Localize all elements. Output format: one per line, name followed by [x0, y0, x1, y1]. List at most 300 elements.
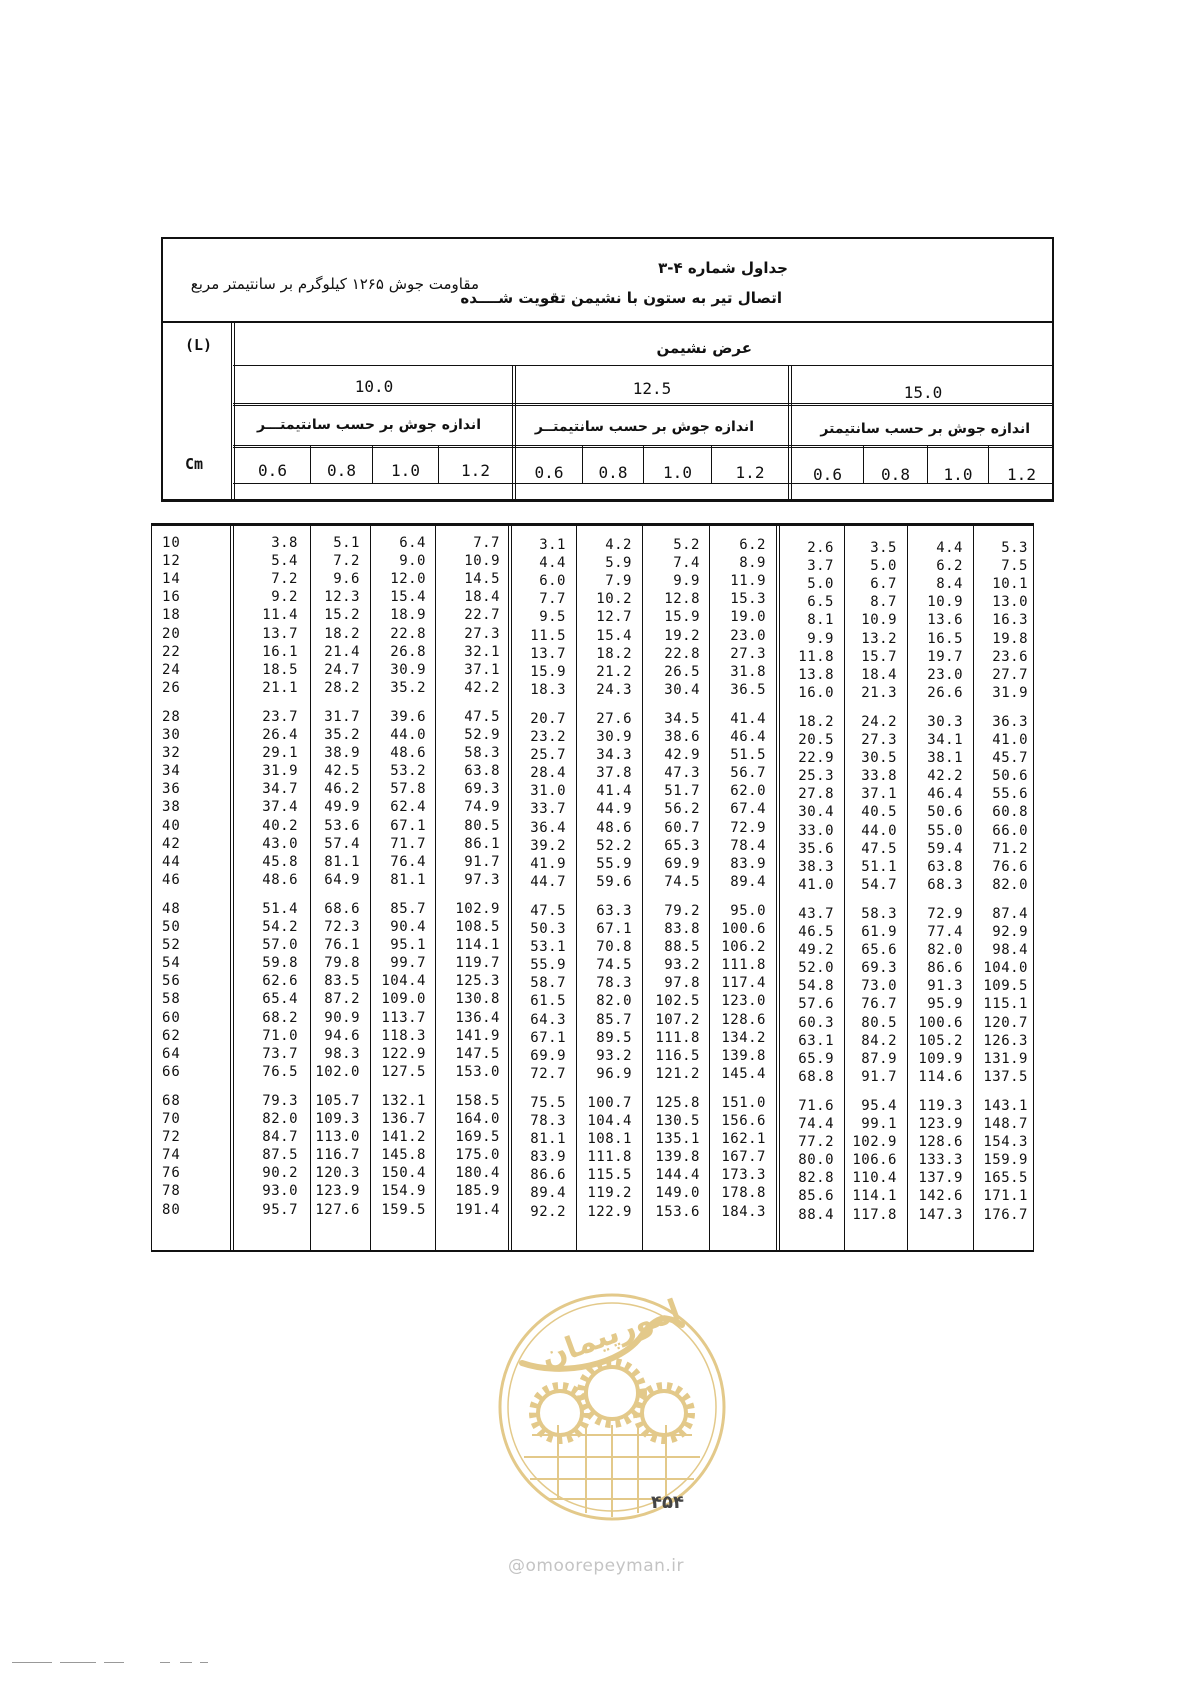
table-cell: 93.0 [262, 1183, 298, 1200]
table-cell: 77.4 [927, 924, 963, 940]
table-cell: 130.8 [455, 991, 500, 1008]
table-cell: 19.2 [664, 627, 700, 644]
seat-width-10: 10.0 [354, 377, 394, 396]
table-cell: 54.8 [798, 978, 834, 995]
table-cell: 7.7 [473, 535, 500, 551]
table-cell: 154.9 [381, 1183, 426, 1200]
table-cell: 56.2 [664, 801, 700, 818]
table-cell: 42.2 [464, 679, 500, 696]
table-cell: 87.9 [861, 1050, 897, 1067]
table-cell: 5.4 [271, 553, 298, 570]
table-cell: 60.7 [664, 819, 700, 836]
table-cell: 127.5 [381, 1063, 426, 1080]
table-cell: 50.6 [992, 768, 1028, 785]
table-cell: 34.3 [596, 747, 632, 764]
table-cell: 41.0 [992, 732, 1028, 748]
table-cell: 13.7 [530, 645, 566, 662]
size-1-0: 1.0 [943, 465, 973, 484]
table-cell: 122.9 [587, 1203, 632, 1220]
table-cell: 67.4 [730, 801, 766, 818]
table-cell: 63.1 [798, 1032, 834, 1049]
table-cell: 18.4 [464, 589, 500, 606]
table-cell: 49.2 [798, 942, 834, 959]
table-cell: 37.4 [262, 799, 298, 816]
table-cell: 76.4 [390, 853, 426, 870]
table-cell: 102.9 [455, 900, 500, 917]
table-cell: 44.9 [596, 801, 632, 818]
table-cell: 173.3 [721, 1167, 766, 1184]
table-cell: 68.8 [798, 1068, 834, 1085]
table-cell: 102.5 [655, 993, 700, 1010]
table-cell: 24.3 [596, 681, 632, 698]
table-cell: 63.3 [596, 902, 632, 919]
table-cell: 93.2 [596, 1047, 632, 1064]
table-cell: 71.6 [798, 1097, 834, 1114]
table-cell: 136.7 [381, 1111, 426, 1127]
publisher-stamp [492, 1285, 732, 1535]
table-cell: 121.2 [655, 1065, 700, 1082]
table-cell: 69.9 [530, 1047, 566, 1064]
table-cell: 58.7 [530, 975, 566, 992]
table-cell: 26.8 [390, 643, 426, 660]
table-cell: 128.6 [918, 1134, 963, 1151]
table-cell: 5.0 [870, 558, 897, 575]
table-cell: 13.8 [798, 666, 834, 683]
table-cell: 67.1 [530, 1029, 566, 1046]
table-cell: 18.2 [324, 625, 360, 642]
table-cell: 22.8 [390, 625, 426, 642]
table-cell: 26.4 [262, 727, 298, 743]
row-length-label: 40 [162, 817, 181, 834]
table-cell: 78.3 [530, 1113, 566, 1129]
table-cell: 141.2 [381, 1129, 426, 1146]
table-cell: 180.4 [455, 1165, 500, 1182]
table-cell: 136.4 [455, 1009, 500, 1026]
table-cell: 100.6 [721, 921, 766, 937]
table-cell: 111.8 [587, 1149, 632, 1166]
table-cell: 123.0 [721, 993, 766, 1010]
size-0-8: 0.8 [881, 465, 910, 484]
size-0-6: 0.6 [534, 463, 564, 482]
table-number: جداول شماره ۴-۳ [658, 259, 788, 277]
table-cell: 169.5 [455, 1129, 500, 1146]
table-cell: 95.1 [390, 937, 426, 954]
table-cell: 8.7 [870, 594, 897, 611]
table-cell: 125.3 [455, 973, 500, 990]
table-cell: 105.7 [315, 1092, 360, 1109]
table-cell: 22.7 [464, 607, 500, 624]
table-cell: 78.3 [596, 975, 632, 992]
table-cell: 153.6 [655, 1203, 700, 1220]
table-cell: 119.2 [587, 1185, 632, 1202]
table-cell: 106.2 [721, 939, 766, 956]
table-cell: 13.0 [992, 594, 1028, 611]
table-cell: 9.0 [399, 553, 426, 570]
table-cell: 39.6 [390, 708, 426, 725]
row-length-label: 78 [162, 1183, 181, 1200]
table-cell: 3.7 [807, 558, 834, 575]
table-cell: 100.6 [918, 1014, 963, 1031]
table-cell: 95.7 [262, 1201, 298, 1218]
row-length-label: 30 [162, 727, 181, 743]
row-length-label: 28 [162, 708, 181, 725]
table-cell: 95.4 [861, 1097, 897, 1114]
table-cell: 33.7 [530, 801, 566, 818]
size-1-2: 1.2 [461, 461, 490, 480]
table-cell: 15.4 [596, 627, 632, 644]
table-cell: 82.0 [262, 1111, 298, 1127]
table-cell: 87.4 [992, 905, 1028, 922]
table-header [161, 237, 1054, 502]
table-cell: 63.8 [927, 858, 963, 875]
table-cell: 4.4 [539, 555, 566, 572]
table-cell: 18.5 [262, 661, 298, 678]
table-cell: 20.7 [530, 710, 566, 727]
table-cell: 61.9 [861, 924, 897, 940]
table-cell: 94.6 [324, 1027, 360, 1044]
table-cell: 5.1 [333, 535, 360, 551]
table-cell: 90.2 [262, 1165, 298, 1182]
table-cell: 2.6 [807, 540, 834, 556]
table-cell: 5.9 [605, 555, 632, 572]
table-cell: 125.8 [655, 1094, 700, 1111]
size-0-8: 0.8 [327, 461, 356, 480]
table-cell: 134.2 [721, 1029, 766, 1046]
table-cell: 151.0 [721, 1094, 766, 1111]
table-cell: 10.9 [464, 553, 500, 570]
table-cell: 14.5 [464, 571, 500, 588]
table-cell: 43.0 [262, 835, 298, 852]
table-cell: 81.1 [390, 871, 426, 888]
table-cell: 10.9 [861, 612, 897, 629]
row-length-label: 36 [162, 781, 181, 798]
table-cell: 12.7 [596, 609, 632, 626]
table-cell: 36.4 [530, 819, 566, 836]
table-cell: 5.2 [673, 537, 700, 553]
table-cell: 13.2 [861, 630, 897, 647]
table-cell: 42.5 [324, 763, 360, 780]
table-cell: 89.5 [596, 1029, 632, 1046]
table-cell: 99.1 [861, 1116, 897, 1132]
table-cell: 123.9 [918, 1116, 963, 1132]
row-length-label: 10 [162, 535, 181, 551]
table-cell: 167.7 [721, 1149, 766, 1166]
table-cell: 104.0 [983, 960, 1028, 977]
row-length-label: 64 [162, 1045, 181, 1062]
table-cell: 75.5 [530, 1094, 566, 1111]
weld-size-label-15: اندازه جوش بر حسب سانتیمتر [820, 421, 1030, 437]
table-cell: 6.5 [807, 594, 834, 611]
table-cell: 23.0 [730, 627, 766, 644]
table-cell: 26.6 [927, 684, 963, 701]
table-cell: 165.5 [983, 1170, 1028, 1187]
row-length-label: 16 [162, 589, 181, 606]
table-cell: 13.7 [262, 625, 298, 642]
table-cell: 109.5 [983, 978, 1028, 995]
table-cell: 24.7 [324, 661, 360, 678]
row-length-label: 48 [162, 900, 181, 917]
unit-label: Cm [185, 455, 204, 473]
table-cell: 41.0 [798, 876, 834, 893]
table-cell: 64.3 [530, 1011, 566, 1028]
table-cell: 55.9 [596, 855, 632, 872]
table-cell: 91.3 [927, 978, 963, 995]
table-cell: 47.5 [530, 902, 566, 919]
table-cell: 48.6 [596, 819, 632, 836]
table-cell: 33.8 [861, 768, 897, 785]
table-cell: 23.6 [992, 648, 1028, 665]
table-cell: 80.0 [798, 1152, 834, 1169]
table-cell: 84.7 [262, 1129, 298, 1146]
table-cell: 30.4 [664, 681, 700, 698]
row-length-label: 44 [162, 853, 181, 870]
size-1-0: 1.0 [391, 461, 420, 480]
table-cell: 83.5 [324, 973, 360, 990]
stamp-brand-text: امورپیمان [536, 1292, 686, 1376]
table-cell: 64.9 [324, 871, 360, 888]
table-cell: 48.6 [390, 745, 426, 762]
table-cell: 95.0 [730, 902, 766, 919]
table-cell: 59.8 [262, 955, 298, 972]
table-cell: 6.2 [739, 537, 766, 553]
table-cell: 55.0 [927, 822, 963, 839]
table-cell: 3.8 [271, 535, 298, 551]
table-cell: 158.5 [455, 1092, 500, 1109]
table-cell: 89.4 [730, 873, 766, 890]
table-cell: 90.9 [324, 1009, 360, 1026]
table-cell: 89.4 [530, 1185, 566, 1202]
table-cell: 38.9 [324, 745, 360, 762]
table-cell: 28.4 [530, 765, 566, 782]
table-cell: 76.5 [262, 1063, 298, 1080]
table-cell: 45.7 [992, 750, 1028, 767]
table-cell: 104.4 [381, 973, 426, 990]
table-cell: 46.4 [730, 729, 766, 745]
table-cell: 132.1 [381, 1092, 426, 1109]
table-cell: 25.7 [530, 747, 566, 764]
table-cell: 24.2 [861, 713, 897, 730]
table-cell: 32.1 [464, 643, 500, 660]
size-1-2: 1.2 [1007, 465, 1036, 484]
table-cell: 20.5 [798, 732, 834, 748]
table-cell: 95.9 [927, 996, 963, 1013]
table-cell: 15.3 [730, 591, 766, 608]
table-cell: 74.5 [596, 957, 632, 974]
table-cell: 105.2 [918, 1032, 963, 1049]
table-cell: 34.5 [664, 710, 700, 727]
table-cell: 40.5 [861, 804, 897, 821]
table-cell: 15.4 [390, 589, 426, 606]
table-cell: 44.0 [861, 822, 897, 839]
table-cell: 87.5 [262, 1147, 298, 1164]
table-cell: 26.5 [664, 663, 700, 680]
row-length-label: 70 [162, 1111, 181, 1127]
website-watermark: @omoorepeyman.ir [508, 1556, 685, 1576]
table-cell: 72.7 [530, 1065, 566, 1082]
table-cell: 31.0 [530, 783, 566, 800]
row-length-label: 66 [162, 1063, 181, 1080]
size-1-0: 1.0 [663, 463, 692, 482]
table-cell: 13.6 [927, 612, 963, 629]
row-length-label: 60 [162, 1009, 181, 1026]
table-cell: 108.5 [455, 919, 500, 935]
table-cell: 131.9 [983, 1050, 1028, 1067]
table-cell: 72.9 [730, 819, 766, 836]
table-cell: 15.7 [861, 648, 897, 665]
table-cell: 97.3 [464, 871, 500, 888]
table-cell: 9.9 [807, 630, 834, 647]
row-length-label: 32 [162, 745, 181, 762]
table-cell: 79.8 [324, 955, 360, 972]
table-cell: 86.1 [464, 835, 500, 852]
table-cell: 85.6 [798, 1188, 834, 1205]
table-cell: 11.5 [530, 627, 566, 644]
table-cell: 119.3 [918, 1097, 963, 1114]
weld-size-label-12-5: اندازه جوش بر حسب سانتیمتــر [534, 419, 754, 435]
table-cell: 16.5 [927, 630, 963, 647]
table-cell: 76.6 [992, 858, 1028, 875]
table-cell: 31.9 [992, 684, 1028, 701]
table-cell: 9.5 [539, 609, 566, 626]
row-length-label: 54 [162, 955, 181, 972]
table-cell: 114.1 [852, 1188, 897, 1205]
table-cell: 122.9 [381, 1045, 426, 1062]
table-cell: 144.4 [655, 1167, 700, 1184]
table-cell: 54.7 [861, 876, 897, 893]
size-0-6: 0.6 [258, 461, 287, 480]
table-cell: 22.9 [798, 750, 834, 767]
table-cell: 86.6 [927, 960, 963, 977]
table-cell: 85.7 [390, 900, 426, 917]
table-cell: 8.4 [936, 576, 963, 593]
table-cell: 55.6 [992, 786, 1028, 803]
table-cell: 42.9 [664, 747, 700, 764]
table-title: اتصال تیر به ستون با نشیمن تقویت شــــده [460, 289, 782, 307]
table-cell: 53.2 [390, 763, 426, 780]
row-length-label: 72 [162, 1129, 181, 1146]
table-cell: 9.6 [333, 571, 360, 588]
table-cell: 69.9 [664, 855, 700, 872]
row-length-label: 76 [162, 1165, 181, 1182]
table-cell: 148.7 [983, 1116, 1028, 1132]
table-cell: 81.1 [530, 1131, 566, 1148]
table-cell: 12.3 [324, 589, 360, 606]
table-cell: 82.0 [992, 876, 1028, 893]
table-cell: 74.4 [798, 1116, 834, 1132]
row-length-label: 50 [162, 919, 181, 935]
table-cell: 18.2 [596, 645, 632, 662]
table-cell: 109.0 [381, 991, 426, 1008]
table-cell: 39.2 [530, 837, 566, 854]
table-cell: 16.3 [992, 612, 1028, 629]
table-cell: 27.3 [464, 625, 500, 642]
table-cell: 149.0 [655, 1185, 700, 1202]
table-cell: 5.3 [1001, 540, 1028, 556]
row-length-label: 22 [162, 643, 181, 660]
row-length-label: 42 [162, 835, 181, 852]
table-cell: 38.6 [664, 729, 700, 745]
table-cell: 111.8 [655, 1029, 700, 1046]
table-cell: 73.0 [861, 978, 897, 995]
table-cell: 116.5 [655, 1047, 700, 1064]
table-cell: 46.5 [798, 924, 834, 940]
table-cell: 97.8 [664, 975, 700, 992]
table-cell: 62.6 [262, 973, 298, 990]
table-cell: 8.9 [739, 555, 766, 572]
table-cell: 18.4 [861, 666, 897, 683]
table-cell: 23.7 [262, 708, 298, 725]
table-cell: 65.9 [798, 1050, 834, 1067]
table-cell: 74.9 [464, 799, 500, 816]
table-cell: 27.3 [861, 732, 897, 748]
table-cell: 110.4 [852, 1170, 897, 1187]
table-cell: 21.2 [596, 663, 632, 680]
table-cell: 9.9 [673, 573, 700, 590]
table-cell: 139.8 [721, 1047, 766, 1064]
table-cell: 83.8 [664, 921, 700, 937]
table-cell: 3.1 [539, 537, 566, 553]
seat-width-12-5: 12.5 [632, 379, 672, 398]
table-cell: 37.1 [861, 786, 897, 803]
table-cell: 130.5 [655, 1113, 700, 1129]
table-cell: 44.7 [530, 873, 566, 890]
table-cell: 30.9 [390, 661, 426, 678]
row-length-label: 38 [162, 799, 181, 816]
table-cell: 6.2 [936, 558, 963, 575]
table-cell: 10.1 [992, 576, 1028, 593]
table-cell: 58.3 [464, 745, 500, 762]
table-cell: 143.1 [983, 1097, 1028, 1114]
row-length-label: 12 [162, 553, 181, 570]
table-cell: 74.5 [664, 873, 700, 890]
table-cell: 22.8 [664, 645, 700, 662]
row-length-label: 80 [162, 1201, 181, 1218]
row-length-label: 20 [162, 625, 181, 642]
table-cell: 4.4 [936, 540, 963, 556]
table-cell: 58.3 [861, 905, 897, 922]
table-cell: 115.5 [587, 1167, 632, 1184]
table-cell: 53.1 [530, 939, 566, 956]
table-cell: 107.2 [655, 1011, 700, 1028]
table-cell: 150.4 [381, 1165, 426, 1182]
table-cell: 113.7 [381, 1009, 426, 1026]
table-cell: 88.5 [664, 939, 700, 956]
table-cell: 3.5 [870, 540, 897, 556]
table-cell: 6.7 [870, 576, 897, 593]
table-cell: 9.2 [271, 589, 298, 606]
length-label: (L) [185, 336, 213, 354]
table-cell: 90.4 [390, 919, 426, 935]
table-cell: 111.8 [721, 957, 766, 974]
table-cell: 80.5 [464, 817, 500, 834]
table-cell: 28.2 [324, 679, 360, 696]
table-cell: 69.3 [464, 781, 500, 798]
table-cell: 127.6 [315, 1201, 360, 1218]
table-cell: 70.8 [596, 939, 632, 956]
table-cell: 139.8 [655, 1149, 700, 1166]
table-cell: 88.4 [798, 1206, 834, 1223]
table-cell: 62.4 [390, 799, 426, 816]
table-cell: 76.7 [861, 996, 897, 1013]
row-length-label: 56 [162, 973, 181, 990]
table-cell: 68.3 [927, 876, 963, 893]
table-cell: 60.8 [992, 804, 1028, 821]
table-cell: 10.2 [596, 591, 632, 608]
table-cell: 21.4 [324, 643, 360, 660]
table-cell: 35.2 [324, 727, 360, 743]
row-length-label: 14 [162, 571, 181, 588]
table-cell: 79.3 [262, 1092, 298, 1109]
